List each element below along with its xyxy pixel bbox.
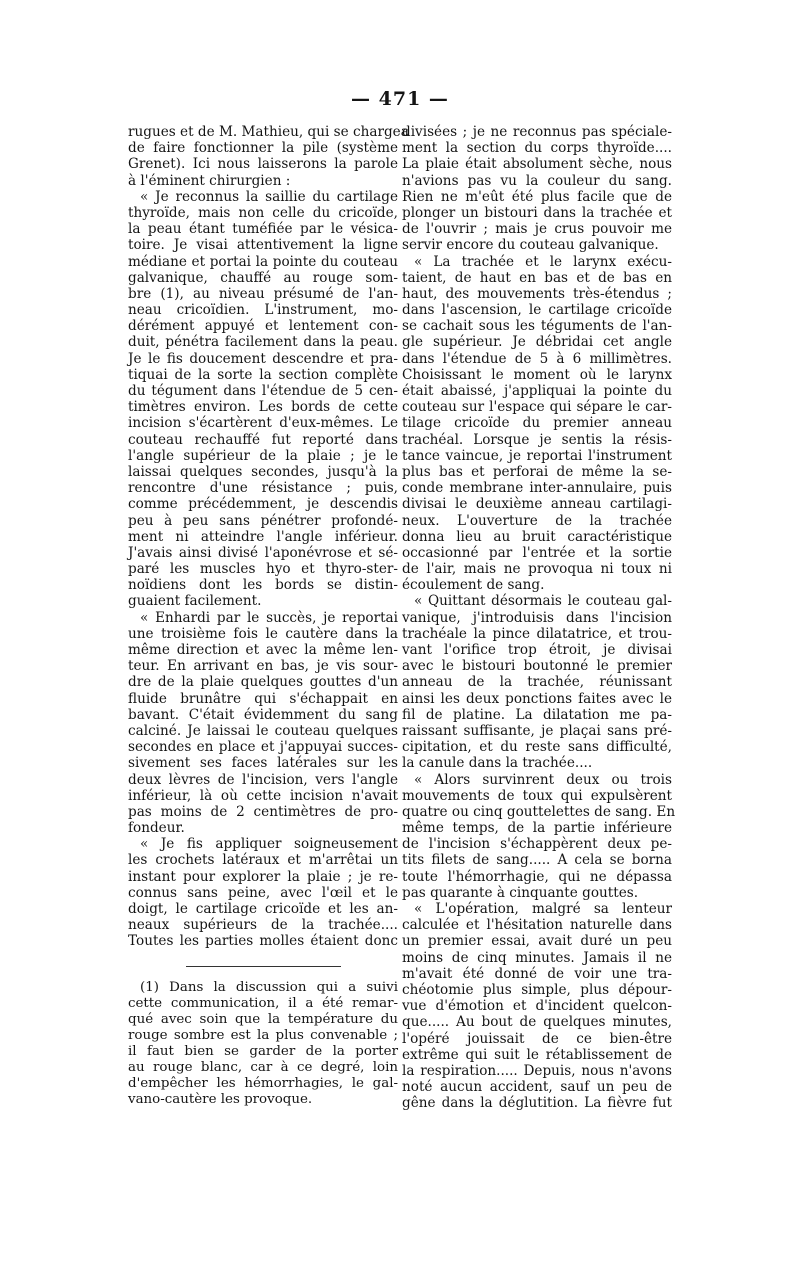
text-line: « Je reconnus la saillie du cartilage (140, 188, 398, 205)
text-line: teur. En arrivant en bas, je vis sour- (128, 658, 398, 675)
text-line: du tégument dans l'étendue de 5 cen- (128, 383, 398, 399)
text-line: deux lèvres de l'incision, vers l'angle (128, 771, 398, 788)
footnote-line: au rouge blanc, car à ce degré, loin (128, 1060, 398, 1075)
footnote-line: rouge sombre est la plus convenable ; (128, 1028, 398, 1043)
text-line: plus bas et perforai de même la se- (402, 463, 672, 480)
text-line: occasionné par l'entrée et la sortie (402, 544, 672, 561)
text-line: avec le bistouri boutonné le premier (402, 658, 672, 675)
text-line: écoulement de sang. (402, 577, 545, 594)
text-line: Grenet). Ici nous laisserons la parole (128, 156, 398, 173)
text-line: trachéal. Lorsque je sentis la résis- (402, 431, 672, 448)
text-line: mouvements de toux qui expulsèrent (402, 787, 672, 804)
text-line: m'avait été donné de voir une tra- (402, 965, 672, 982)
text-line: était abaissé, j'appliquai la pointe du (402, 383, 672, 399)
text-line: duit, pénétra facilement dans la peau. (128, 334, 398, 351)
footnote-line: cette communication, il a été remar- (128, 996, 398, 1011)
text-line: paré les muscles hyo et thyro-ster- (128, 561, 398, 578)
text-line: « Je fis appliquer soigneusement (140, 836, 398, 853)
text-line: les crochets latéraux et m'arrêtai un (128, 852, 398, 869)
right-column (402, 124, 676, 1112)
text-line: que..... Au bout de quelques minutes, (402, 1014, 672, 1031)
text-line: « L'opération, malgré sa lenteur (414, 901, 672, 917)
text-line: inférieur, là où cette incision n'avait (128, 787, 398, 804)
text-line: divisées ; je ne reconnus pas spéciale- (402, 124, 672, 140)
text-line: tits filets de sang..... A cela se borna (402, 852, 672, 869)
text-line: calculée et l'hésitation naturelle dans (402, 917, 672, 934)
text-line: noïdiens dont les bords se distin- (128, 577, 398, 594)
text-line: La plaie était absolument sèche, nous (402, 156, 672, 173)
text-line: de faire fonctionner la pile (système (128, 140, 398, 157)
text-line: toire. Je visai attentivement la ligne (128, 237, 398, 254)
text-line: vanique, j'introduisis dans l'incision (402, 609, 672, 626)
text-line: « Enhardi par le succès, je reportai (140, 609, 398, 626)
text-line: « La trachée et le larynx exécu- (414, 253, 672, 270)
text-line: Choisissant le moment où le larynx (402, 366, 672, 383)
text-line: anneau de la trachée, réunissant (402, 674, 672, 691)
text-line: calciné. Je laissai le couteau quelques (128, 722, 398, 739)
text-line: donna lieu au bruit caractéristique (402, 528, 672, 545)
text-line: une troisième fois le cautère dans la (128, 625, 398, 642)
footnote-line: il faut bien se garder de la porter (128, 1044, 398, 1059)
text-line: fil de platine. La dilatation me pa- (402, 706, 672, 723)
text-line: J'avais ainsi divisé l'aponévrose et sé- (128, 544, 398, 561)
text-line: timètres environ. Les bords de cette (128, 399, 398, 416)
text-line: neau cricoïdien. L'instrument, mo- (128, 302, 398, 319)
text-line: l'angle supérieur de la plaie ; je le (128, 447, 398, 464)
text-line: laissai quelques secondes, jusqu'à la (128, 463, 398, 480)
text-line: noté aucun accident, sauf un peu de (402, 1079, 672, 1096)
page-number: — 471 — (351, 88, 449, 110)
text-line: la respiration..... Depuis, nous n'avons (402, 1062, 672, 1079)
text-line: raissant suffisante, je plaçai sans pré- (402, 722, 672, 739)
text-line: tilage cricoïde du premier anneau (402, 415, 672, 432)
text-line: bavant. C'était évidemment du sang (128, 706, 398, 723)
text-line: « Alors survinrent deux ou trois (414, 771, 672, 788)
text-line: toute l'hémorrhagie, qui ne dépassa (402, 868, 672, 885)
text-line: incision s'écartèrent d'eux-mêmes. Le (128, 415, 398, 432)
footnote-line: qué avec soin que la température du (128, 1012, 398, 1027)
text-line: tance vaincue, je reportai l'instrument (402, 447, 672, 464)
text-line: doigt, le cartilage cricoïde et les an- (128, 901, 398, 917)
text-line: galvanique, chauffé au rouge som- (128, 269, 398, 286)
text-line: comme précédemment, je descendis (128, 496, 398, 513)
text-line: même temps, de la partie inférieure (402, 820, 672, 837)
text-line: guaient facilement. (128, 593, 262, 610)
text-line: neaux supérieurs de la trachée.... (128, 917, 398, 934)
text-line: instant pour explorer la plaie ; je re- (128, 868, 398, 885)
text-line: un premier essai, avait duré un peu (402, 933, 672, 950)
text-line: se cachait sous les téguments de l'an- (402, 318, 672, 335)
text-line: « Quittant désormais le couteau gal- (414, 593, 672, 610)
text-line: la canule dans la trachée.... (402, 755, 593, 772)
text-line: Toutes les parties molles étaient donc (128, 933, 398, 950)
text-line: bre (1), au niveau présumé de l'an- (128, 285, 398, 302)
text-line: haut, des mouvements très-étendus ; (402, 285, 672, 302)
text-line: fondeur. (128, 820, 185, 837)
text-line: thyroïde, mais non celle du cricoïde, (128, 204, 398, 221)
text-line: l'opéré jouissait de ce bien-être (402, 1030, 672, 1047)
left-column (128, 124, 409, 950)
text-line: Je le fis doucement descendre et pra- (128, 350, 398, 367)
text-line: secondes en place et j'appuyai succes- (128, 739, 398, 756)
footnote-line: d'empêcher les hémorrhagies, le gal- (128, 1076, 398, 1091)
text-line: dans l'ascension, le cartilage cricoïde (402, 302, 672, 319)
text-line: de l'incision s'échappèrent deux pe- (402, 836, 672, 853)
text-line: extrême qui suit le rétablissement de (402, 1046, 672, 1063)
text-line: gle supérieur. Je débridai cet angle (402, 334, 672, 351)
text-line: ment ni atteindre l'angle inférieur. (128, 528, 398, 545)
text-line: médiane et portai la pointe du couteau (128, 253, 398, 270)
text-line: de l'ouvrir ; mais je crus pouvoir me (402, 221, 672, 238)
text-line: divisai le deuxième anneau cartilagi- (402, 496, 672, 513)
text-line: conde membrane inter-annulaire, puis (402, 480, 672, 497)
text-line: même direction et avec la même len- (128, 642, 398, 658)
text-line: dans l'étendue de 5 à 6 millimètres. (402, 350, 672, 367)
footnote-line: vano-cautère les provoque. (128, 1092, 313, 1107)
text-line: neux. L'ouverture de la trachée (402, 512, 672, 529)
text-line: la peau étant tuméfiée par le vésica- (128, 221, 398, 238)
text-line: fluide brunâtre qui s'échappait en (128, 690, 398, 707)
text-line: rencontre d'une résistance ; puis, (128, 480, 398, 497)
text-line: quatre ou cinq gouttelettes de sang. En (402, 803, 676, 820)
text-line: à l'éminent chirurgien : (128, 172, 291, 189)
text-line: ment la section du corps thyroïde.... (402, 140, 672, 157)
text-line: sivement ses faces latérales sur les (128, 755, 398, 772)
text-line: couteau rechauffé fut reporté dans (128, 431, 398, 448)
text-line: chéotomie plus simple, plus dépour- (402, 981, 672, 998)
text-line: couteau sur l'espace qui sépare le car- (402, 399, 672, 416)
text-line: gêne dans la déglutition. La fièvre fut (402, 1095, 672, 1112)
text-line: Rien ne m'eût été plus facile que de (402, 188, 672, 205)
text-line: trachéale la pince dilatatrice, et trou- (402, 625, 672, 642)
text-line: vue d'émotion et d'incident quelcon- (402, 998, 672, 1015)
text-line: de l'air, mais ne provoqua ni toux ni (402, 561, 672, 578)
text-line: tiquai de la sorte la section complète (128, 366, 398, 383)
footnote-divider (186, 966, 341, 967)
text-line: connus sans peine, avec l'œil et le (128, 884, 398, 901)
text-line: plonger un bistouri dans la trachée et (402, 204, 672, 221)
text-line: taient, de haut en bas et de bas en (402, 269, 672, 286)
text-line: moins de cinq minutes. Jamais il ne (402, 949, 672, 966)
footnote (128, 980, 398, 1108)
text-line: rugues et de M. Mathieu, qui se chargea (128, 124, 409, 140)
footnote-line: (1) Dans la discussion qui a suivi (140, 980, 398, 995)
text-line: cipitation, et du reste sans difficulté, (402, 739, 672, 756)
text-line: pas moins de 2 centimètres de pro- (128, 803, 398, 820)
text-line: ainsi les deux ponctions faites avec le (402, 690, 672, 707)
text-line: servir encore du couteau galvanique. (402, 237, 659, 254)
text-line: vant l'orifice trop étroit, je divisai (402, 642, 672, 658)
text-line: peu à peu sans pénétrer profondé- (128, 512, 398, 529)
text-line: n'avions pas vu la couleur du sang. (402, 172, 672, 189)
text-line: dérément appuyé et lentement con- (128, 318, 398, 335)
text-line: pas quarante à cinquante gouttes. (402, 884, 639, 901)
text-line: dre de la plaie quelques gouttes d'un (128, 674, 398, 691)
